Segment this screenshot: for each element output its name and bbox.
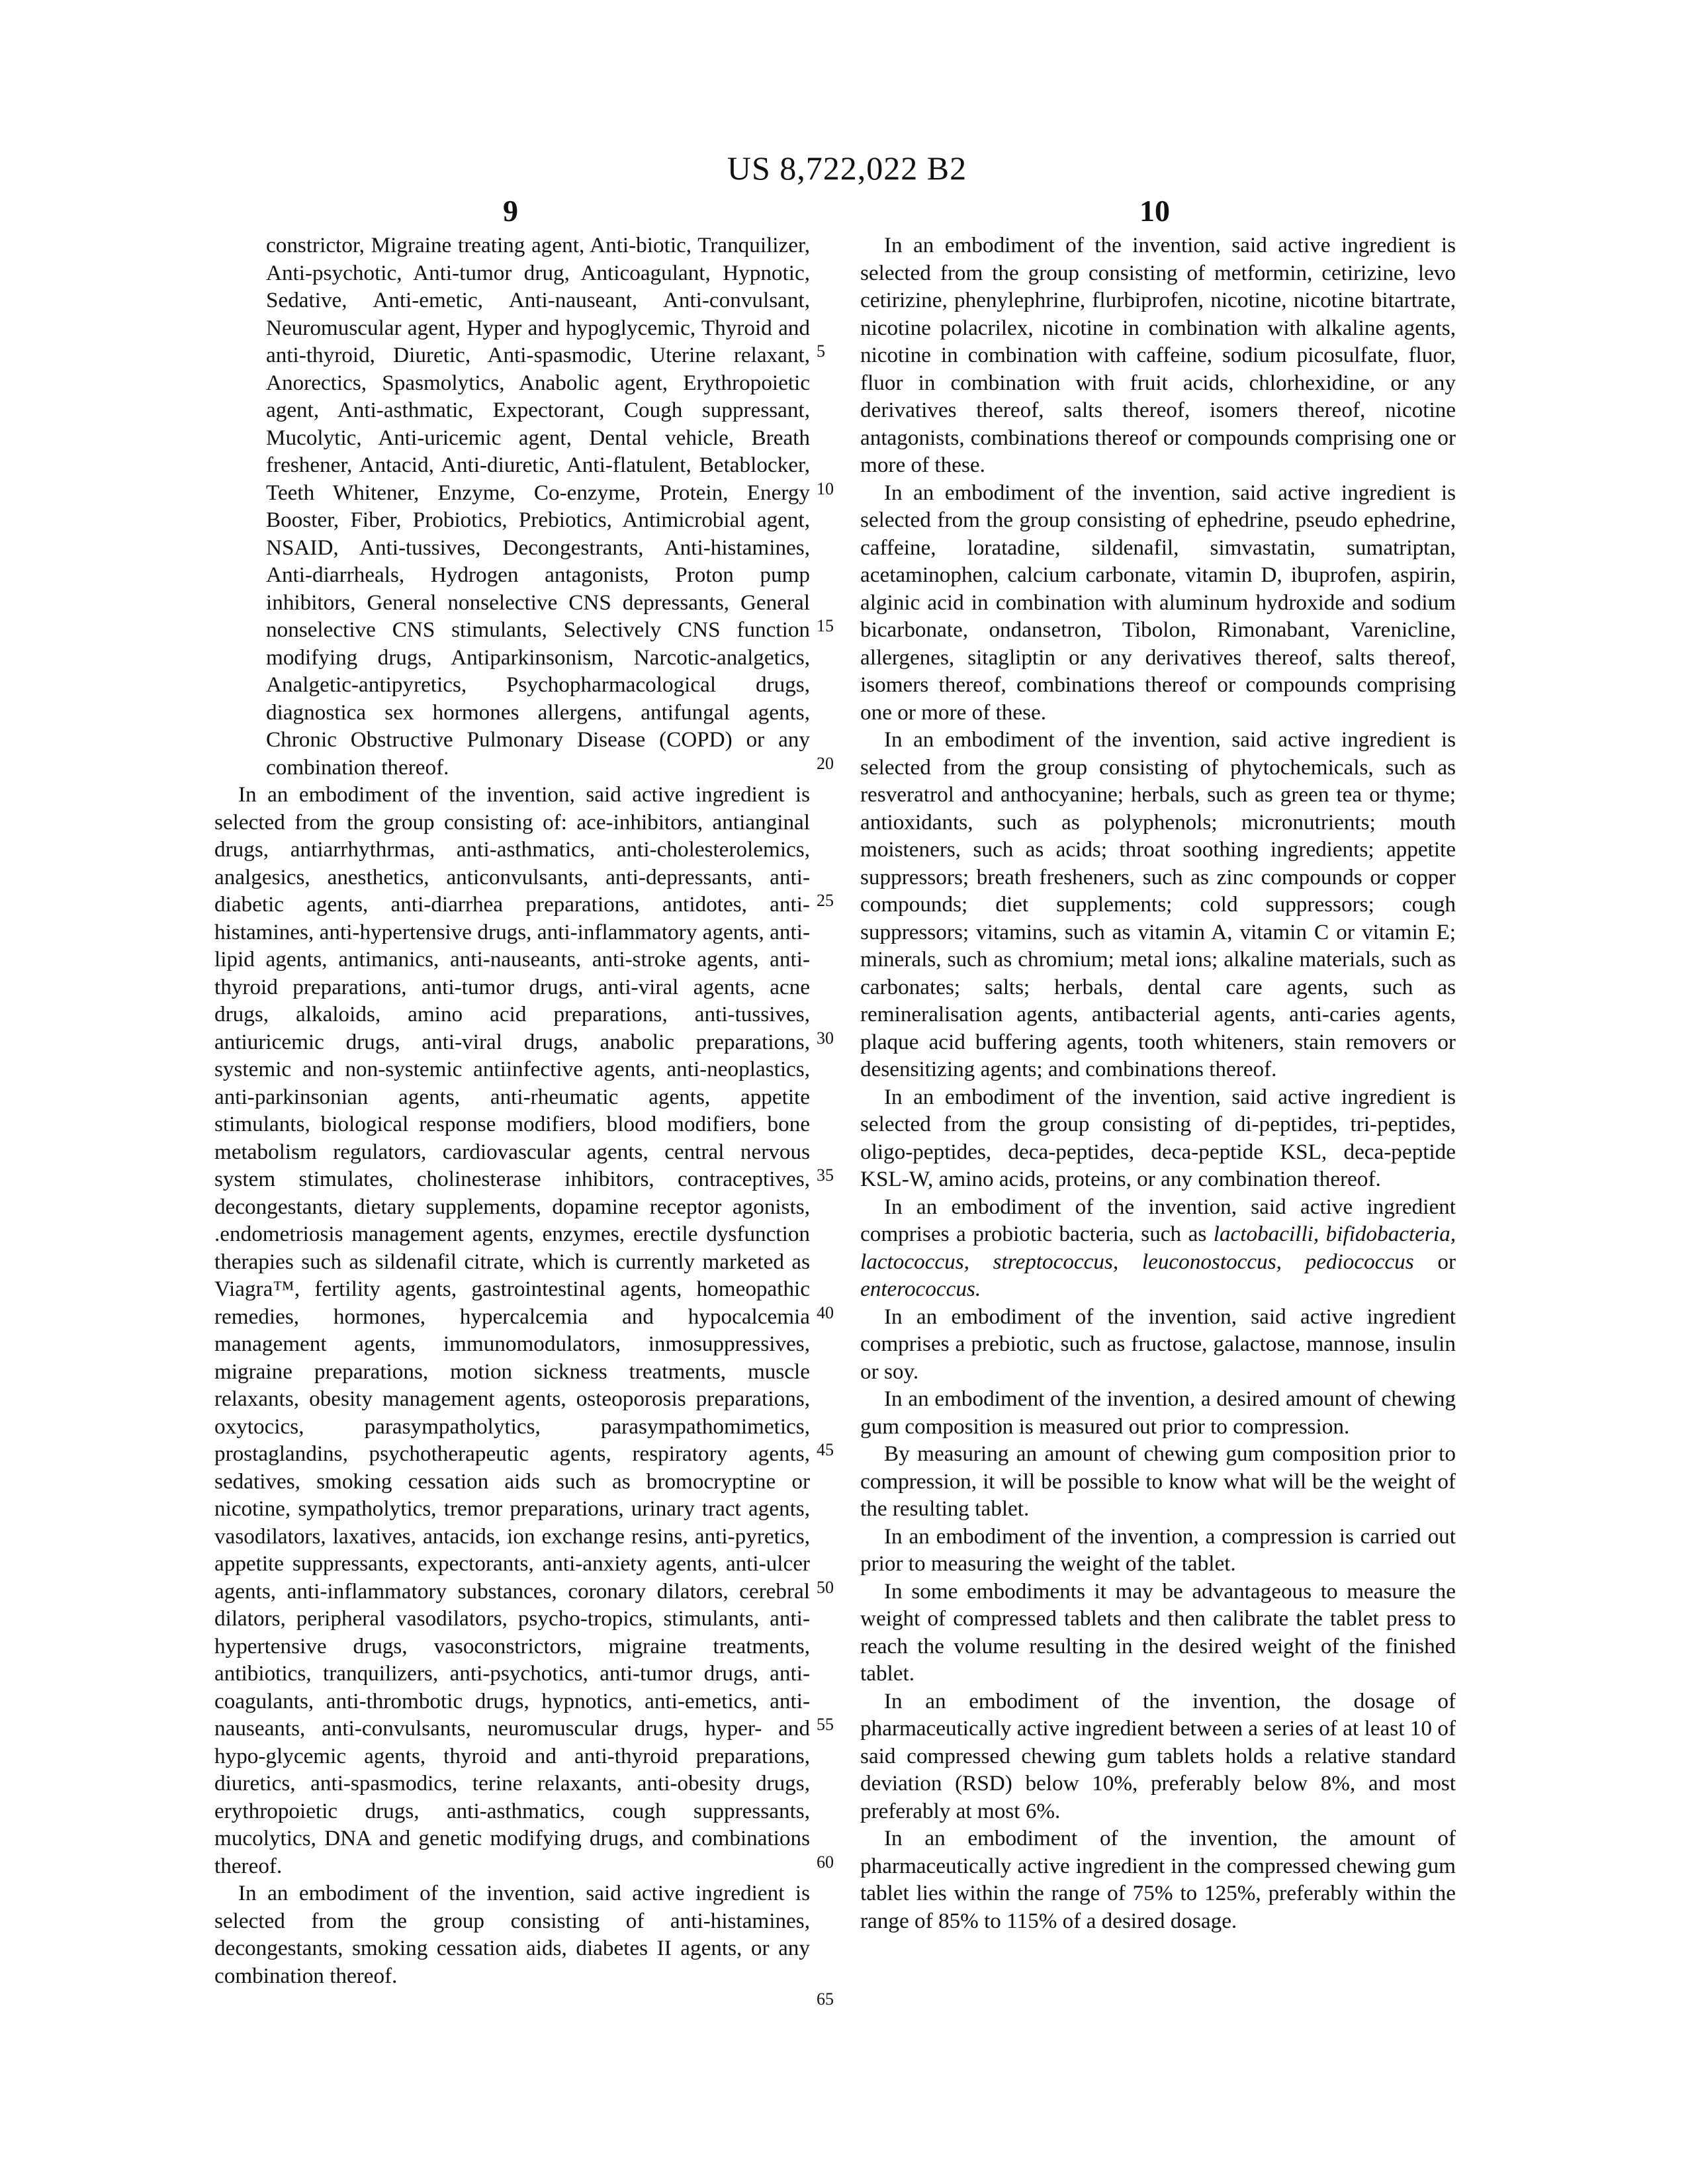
- right-column: [860, 232, 1456, 1934]
- paragraph: In some embodiments it may be advantageous to measure the weight of compressed tablets and then calibrate the tablet press to reach the volume resulting in the desired weight of the finished tablet.: [860, 1578, 1456, 1686]
- species-list: lactobacilli, bifidobacteria, lactococcus, streptococcus, leuconostoccus, pediococcus: [860, 1222, 1456, 1274]
- paragraph: In an embodiment of the invention, said active ingredient is selected from the group consisting of di-peptides, tri-peptides, oligo-peptides, deca-peptides, deca-peptide KSL, deca-peptide KSL-W, amino acids, proteins, or any combination thereof.: [860, 1084, 1456, 1191]
- page-number-right: 10: [1139, 194, 1170, 228]
- paragraph: In an embodiment of the invention, said active ingredient is selected from the group consisting of phytochemicals, such as resveratrol and anthocyanine; herbals, such as green tea or thyme; antioxidants, such as polyphenols; micronutrients; mouth moisteners, such as acids; throat soothing ingredients; appetite suppressors; breath fresheners, such as zinc compounds or copper compounds; diet supplements; cold suppressors; cough suppressors; vitamins, such as vitamin A, vitamin C or vitamin E; minerals, such as chromium; metal ions; alkaline materials, such as carbonates; salts; herbals, dental care agents, such as remineralisation agents, antibacterial agents, anti-caries agents, plaque acid buffering agents, tooth whiteners, stain removers or desensitizing agents; and combinations thereof.: [860, 727, 1456, 1081]
- paragraph-probiotic: [860, 1193, 1456, 1303]
- text-span: In an embodiment of the invention, said active ingredient comprises a probiotic bacteria, such as: [860, 1194, 1456, 1246]
- paragraph: In an embodiment of the invention, said active ingredient is selected from the group consisting of ephedrine, pseudo ephedrine, caffeine, loratadine, sildenafil, simvastatin, sumatriptan, acetaminophen, calcium carbonate, vitamin D, ibuprofen, aspirin, alginic acid in combination with aluminum hydroxide and sodium bicarbonate, ondansetron, Tibolon, Rimonabant, Varenicline, allergenes, sitagliptin or any derivatives thereof, salts thereof, isomers thereof, combinations thereof or compounds comprising one or more of these.: [860, 480, 1456, 725]
- paragraph: In an embodiment of the invention, a compression is carried out prior to measuring the weight of the tablet.: [860, 1524, 1456, 1576]
- paragraph: In an embodiment of the invention, said active ingredient is selected from the group consisting of: ace-inhibitors, antianginal drugs, antiarrhythrmas, anti-asthmatics, anti-cholesterolemics, analgesics, anesthetics, anticonvulsants, anti-depressants, anti-diabetic agents, anti-diarrhea preparations, antidotes, anti-histamines, anti-hypertensive drugs, anti-inflammatory agents, anti-lipid agents, antimanics, anti-nauseants, anti-stroke agents, anti-thyroid preparations, anti-tumor drugs, anti-viral agents, acne drugs, alkaloids, amino acid preparations, anti-tussives, antiuricemic drugs, anti-viral drugs, anabolic preparations, systemic and non-systemic antiinfective agents, anti-neoplastics, anti-parkinsonian agents, anti-rheumatic agents, appetite stimulants, biological response modifiers, blood modifiers, bone metabolism regulators, cardiovascular agents, central nervous system stimulates, cholinesterase inhibitors, contraceptives, decongestants, dietary supplements, dopamine receptor agonists, .endometriosis management agents, enzymes, erectile dysfunction therapies such as sildenafil citrate, which is currently marketed as Viagra™, fertility agents, gastrointestinal agents, homeopathic remedies, hormones, hypercalcemia and hypocalcemia management agents, immunomodulators, inmosuppressives, migraine preparations, motion sickness treatments, muscle relaxants, obesity management agents, osteoporosis preparations, oxytocics, parasympatholytics, parasympathomimetics, prostaglandins, psychotherapeutic agents, respiratory agents, sedatives, smoking cessation aids such as bromocryptine or nicotine, sympatholytics, tremor preparations, urinary tract agents, vasodilators, laxatives, antacids, ion exchange resins, anti-pyretics, appetite suppressants, expectorants, anti-anxiety agents, anti-ulcer agents, anti-inflammatory substances, coronary dilators, cerebral dilators, peripheral vasodilators, psycho-tropics, stimulants, anti-hypertensive drugs, vasoconstrictors, migraine treatments, antibiotics, tranquilizers, anti-psychotics, anti-tumor drugs, anti-coagulants, anti-thrombotic drugs, hypnotics, anti-emetics, anti-nauseants, anti-convulsants, neuromuscular drugs, hyper- and hypo-glycemic agents, thyroid and anti-thyroid preparations, diuretics, anti-spasmodics, terine relaxants, anti-obesity drugs, erythropoietic drugs, anti-asthmatics, cough suppressants, mucolytics, DNA and genetic modifying drugs, and combinations thereof.: [214, 782, 810, 1878]
- paragraph: In an embodiment of the invention, said active ingredient comprises a prebiotic, such as fructose, galactose, mannose, insulin or soy.: [860, 1304, 1456, 1384]
- paragraph: In an embodiment of the invention, said active ingredient is selected from the group consisting of metformin, cetirizine, levo cetirizine, phenylephrine, flurbiprofen, nicotine, nicotine bitartrate, nicotine polacrilex, nicotine in combination with alkaline agents, nicotine in combination with caffeine, sodium picosulfate, fluor, fluor in combination with fruit acids, chlorhexidine, or any derivatives thereof, salts thereof, isomers thereof, nicotine antagonists, combinations thereof or compounds comprising one or more of these.: [860, 233, 1456, 477]
- line-number: 20: [817, 754, 834, 773]
- line-number: 55: [817, 1715, 834, 1734]
- line-number: 35: [817, 1165, 834, 1185]
- species-last: enterococcus.: [860, 1277, 981, 1301]
- page-number-left: 9: [503, 194, 518, 228]
- text-span: or: [1413, 1249, 1456, 1274]
- line-number: 30: [817, 1028, 834, 1048]
- paragraph: constrictor, Migraine treating agent, Anti-biotic, Tranquilizer, Anti-psychotic, Anti-tumor drug, Anticoagulant, Hypnotic, Sedative, Anti-emetic, Anti-nauseant, Anti-convulsant, Neuromuscular agent, Hyper and hypoglycemic, Thyroid and anti-thyroid, Diuretic, Anti-spasmodic, Uterine relaxant, Anorectics, Spasmolytics, Anabolic agent, Erythropoietic agent, Anti-asthmatic, Expectorant, Cough suppressant, Mucolytic, Anti-uricemic agent, Dental vehicle, Breath freshener, Antacid, Anti-diuretic, Anti-flatulent, Betablocker, Teeth Whitener, Enzyme, Co-enzyme, Protein, Energy Booster, Fiber, Probiotics, Prebiotics, Antimicrobial agent, NSAID, Anti-tussives, Decongestrants, Anti-histamines, Anti-diarrheals, Hydrogen antagonists, Proton pump inhibitors, General nonselective CNS depressants, General nonselective CNS stimulants, Selectively CNS function modifying drugs, Antiparkinsonism, Narcotic-analgetics, Analgetic-antipyretics, Psychopharmacological drugs, diagnostica sex hormones allergens, antifungal agents, Chronic Obstructive Pulmonary Disease (COPD) or any combination thereof.: [266, 233, 810, 780]
- paragraph: In an embodiment of the invention, a desired amount of chewing gum composition is measured out prior to compression.: [860, 1387, 1456, 1439]
- paragraph: In an embodiment of the invention, the amount of pharmaceutically active ingredient in the compressed chewing gum tablet lies within the range of 75% to 125%, preferably within the range of 85% to 115% of a desired dosage.: [860, 1826, 1456, 1933]
- paragraph: In an embodiment of the invention, said active ingredient is selected from the group consisting of anti-histamines, decongestants, smoking cessation aids, diabetes II agents, or any combination thereof.: [214, 1881, 810, 1988]
- line-number: 10: [817, 479, 834, 498]
- line-number: 5: [817, 341, 825, 361]
- line-number: 25: [817, 891, 834, 910]
- left-column: [214, 232, 810, 1989]
- patent-number: US 8,722,022 B2: [727, 150, 967, 187]
- paragraph: In an embodiment of the invention, the dosage of pharmaceutically active ingredient between a series of at least 10 of said compressed chewing gum tablets holds a relative standard deviation (RSD) below 10%, preferably below 8%, and most preferably at most 6%.: [860, 1688, 1456, 1823]
- line-number: 40: [817, 1303, 834, 1322]
- line-number: 60: [817, 1852, 834, 1872]
- line-number: 15: [817, 616, 834, 635]
- line-number: 45: [817, 1440, 834, 1459]
- line-number: 65: [817, 1989, 834, 2009]
- line-number: 50: [817, 1578, 834, 1597]
- paragraph: By measuring an amount of chewing gum composition prior to compression, it will be possible to know what will be the weight of the resulting tablet.: [860, 1441, 1456, 1521]
